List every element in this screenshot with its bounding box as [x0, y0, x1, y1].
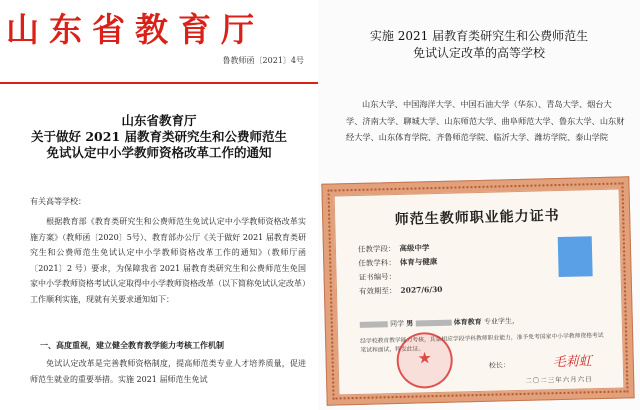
notice-title — [0, 113, 318, 161]
notice-paragraph — [30, 214, 306, 307]
holder-suffix: 专业学生， — [483, 317, 520, 326]
school-list-title-line-1: 实施 2021 届教育类研究生和公费师范生 — [369, 29, 589, 43]
field-stage-value: 高级中学 — [399, 243, 430, 253]
masthead: 山东省教育厅 — [6, 10, 264, 49]
notice-paragraph-2 — [30, 356, 306, 387]
certificate-body — [334, 189, 625, 396]
field-valid-until-label: 有效期至： — [358, 285, 397, 296]
field-valid-until — [359, 284, 443, 297]
school-list-page — [318, 0, 640, 410]
notice-title-line-3: 免试认定中小学教师资格改革工作的通知 — [46, 145, 272, 160]
school-seal — [396, 332, 453, 389]
field-subject-value: 体育与健康 — [399, 256, 438, 267]
notice-paragraph-text: 根据教育部《教育类研究生和公费师范生免试认定中小学教师资格改革实施方案》（教师函〔2020〕5号）、教育部办公厅《关于做好 2021 届教育类研究生和公费师范生免试认定中小学教师资格改革工作的通知》（教师厅函〔2021〕2 号）要求，为保障我省 2021 届教育类研究生和公费师范生免国家中小学教师资格考试认定取得中小学教师资格改革（以下简称免试认定改革）工作顺利实施，现就有关要求通知如下： — [30, 217, 306, 304]
school-list-title-line-2: 免试认定改革的高等学校 — [412, 46, 545, 60]
redacted-school — [415, 320, 451, 327]
certificate-date: 二〇二三年六月六日 — [525, 375, 593, 385]
certificate-title: 师范生教师职业能力证书 — [394, 207, 560, 229]
addressee: 有关高等学校： — [30, 197, 86, 206]
principal-signature: 毛莉虹 — [552, 354, 592, 371]
school-list-text: 山东大学、中国海洋大学、中国石油大学（华东）、青岛大学、烟台大学、济南大学、聊城大学、山东师范大学、曲阜师范大学、鲁东大学、山东财经大学、山东体育学院、齐鲁师范学院、临沂大学、潍坊学院、泰山学院 — [346, 99, 625, 142]
document-number: 鲁教师函〔2021〕4号 — [222, 56, 304, 65]
field-subject-label: 任教学科： — [358, 258, 396, 268]
red-divider — [0, 82, 318, 84]
school-list-title — [318, 28, 640, 62]
certificate-statement: 经学校教育教学能力考核，具备相应学段学科教师职业能力，准予免考国家中小学教师资格考试笔试和面试，特发此证。 — [360, 332, 604, 354]
field-valid-until-value: 2027/6/30 — [400, 284, 443, 295]
school-list — [346, 96, 626, 146]
principal-label: 校长： — [488, 361, 510, 370]
certificate-photo — [321, 176, 634, 405]
field-subject — [358, 256, 437, 269]
seal-star-icon: ★ — [417, 348, 433, 368]
notice-paragraph-2-text: 免试认定改革是完善教师资格制度，提高师范类专业人才培养质量，促进师范生就业的重要举措。实施 2021 届师范生免试 — [30, 359, 306, 384]
field-stage — [358, 242, 430, 255]
section-heading: 一、高度重视，建立健全教育教学能力考核工作机制 — [40, 340, 224, 350]
field-cert-number — [358, 271, 400, 283]
holder-line — [360, 316, 519, 330]
redacted-name — [360, 321, 388, 328]
holder-gender: 男 — [406, 318, 414, 328]
field-cert-number-label: 证书编号： — [358, 271, 397, 282]
notice-title-line-2: 关于做好 2021 届教育类研究生和公费师范生 — [31, 129, 287, 144]
holder-major: 体育教育 — [453, 316, 482, 327]
official-notice-page — [0, 0, 318, 410]
field-stage-label: 任教学段： — [357, 244, 396, 254]
notice-title-line-1: 山东省教育厅 — [121, 113, 197, 128]
holder-photo-placeholder — [558, 236, 593, 277]
holder-prefix: 同学 — [389, 319, 405, 329]
